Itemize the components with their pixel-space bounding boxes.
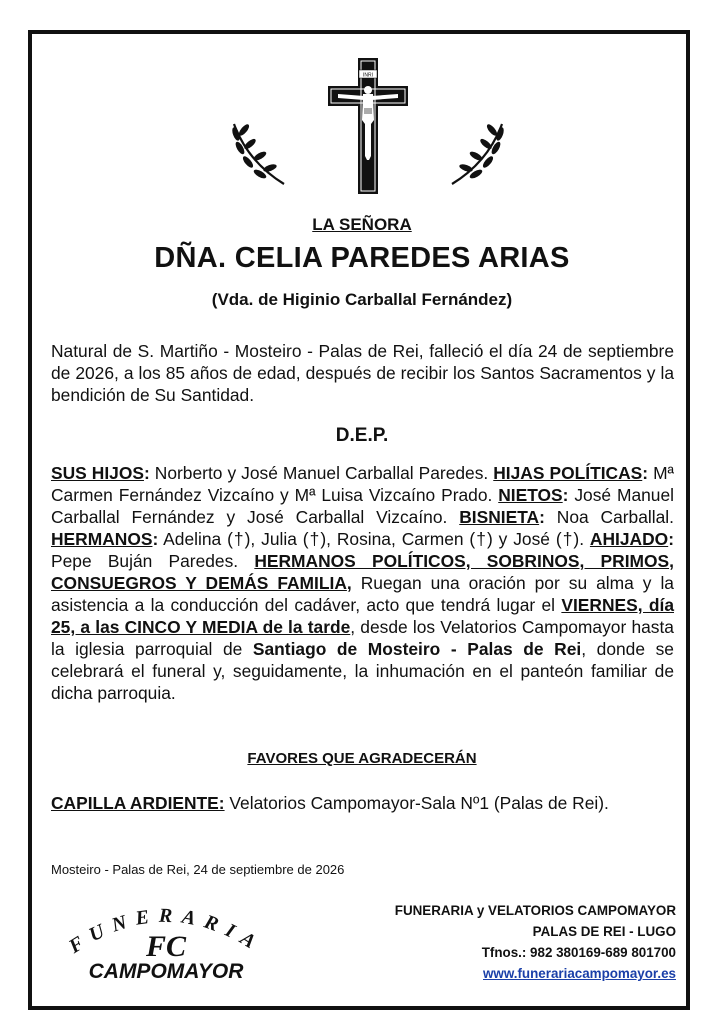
nietos-label: NIETOS [498, 485, 563, 505]
hermanos-text: Adelina (†), Julia (†), Rosina, Carmen (†) y José (†). [158, 529, 590, 549]
salutation: LA SEÑORA [312, 215, 412, 234]
funeral-home-phones: Tfnos.: 982 380169-689 801700 [481, 945, 676, 960]
hermanos-label: HERMANOS [51, 529, 153, 549]
logo-arc-text: FUNERARIA [65, 904, 267, 958]
desde-text: , desde los Velatorios Campomayor hasta la iglesia parroquial de [51, 617, 674, 659]
bisnieta-label: BISNIETA [459, 507, 540, 527]
ahijado-text: Pepe Buján Paredes. [51, 551, 255, 571]
funeraria-logo [56, 896, 276, 984]
capilla-value: Velatorios Campomayor-Sala Nº1 (Palas de Rei). [224, 793, 609, 813]
logo-brand: CAMPOMAYOR [88, 960, 244, 983]
intro-paragraph: Natural de S. Martiño - Mosteiro - Palas de Rei, falleció el día 24 de septiembre de 2026, a los 85 años de edad, después de recibir los Santos Sacramentos y la bendición de Su Santidad. [51, 341, 674, 405]
hijas-politicas-text: Mª Carmen Fernández Vizcaíno y Mª Luisa Vizcaíno Prado. [51, 463, 674, 505]
nietos-text: José Manuel Carballal Fernández y José Carballal Vizcaíno. [51, 485, 674, 527]
crucifix-icon [326, 56, 410, 196]
dep-heading: D.E.P. [335, 425, 389, 446]
place-date: Mosteiro - Palas de Rei, 24 de septiembre de 2026 [51, 862, 345, 877]
others-label: HERMANOS POLÍTICOS, SOBRINOS, PRIMOS, CONSUEGROS Y DEMÁS FAMILIA [51, 551, 674, 593]
church-name: Santiago de Mosteiro - Palas de Rei [252, 639, 582, 659]
family-paragraph: SUS HIJOS: Norberto y José Manuel Carballal Paredes. HIJAS POLÍTICAS: Mª Carmen Fernández Vizcaíno y Mª Luisa Vizcaíno Prado. NIETOS: José Manuel Carballal Fernández y José Carballal Vizcaíno. BISNIETA: Noa Carballal. HERMANOS: Adelina (†), Julia (†), Rosina, Carmen (†) y José (†). AHIJADO: Pepe Buján Paredes. HERMANOS POLÍTICOS, SOBRINOS, PRIMOS, CONSUEGROS Y DEMÁS FAMILIA, Ruegan una oración por su alma y la asistencia a la conducción del cadáver, acto que tendrá lugar el VIERNES, día 25, a las CINCO Y MEDIA de la tarde, desde los Velatorios Campomayor hasta la iglesia parroquial de Santiago de Mosteiro - Palas de Rei, donde se celebrará el funeral y, seguidamente, la inhumación en el panteón familiar de dicha parroquia. [51, 463, 674, 703]
hijas-politicas-label: HIJAS POLÍTICAS [493, 463, 643, 483]
cross-plaque: INRI [363, 72, 373, 79]
deceased-name: DÑA. CELIA PAREDES ARIAS [154, 242, 570, 274]
laurel-left-icon [228, 118, 288, 190]
ruegan-text: Ruegan una oración por su alma y la asistencia a la conducción del cadáver, acto que tendrá lugar el [51, 573, 674, 615]
funeral-home-location: PALAS DE REI - LUGO [532, 924, 676, 939]
others-comma: , [346, 573, 352, 593]
capilla-ardiente [51, 793, 609, 814]
funeral-home-website-link[interactable]: www.funerariacampomayor.es [483, 966, 676, 981]
ceremony-time: VIERNES, día 25, a las CINCO Y MEDIA de la tarde [51, 595, 674, 637]
favores-line: FAVORES QUE AGRADECERÁN [247, 750, 477, 767]
logo-monogram: FC [145, 930, 187, 963]
hijos-label: SUS HIJOS [51, 463, 144, 483]
bisnieta-text: Noa Carballal. [544, 507, 674, 527]
capilla-label: CAPILLA ARDIENTE: [51, 793, 225, 813]
funeral-home-info [395, 900, 676, 984]
ahijado-label: AHIJADO [589, 529, 669, 549]
laurel-right-icon [448, 118, 508, 190]
closing-text: , donde se celebrará el funeral y, seguidamente, la inhumación en el panteón familiar de dicha parroquia. [51, 639, 674, 703]
funeral-home-name: FUNERARIA y VELATORIOS CAMPOMAYOR [394, 903, 676, 918]
widow-of: (Vda. de Higinio Carballal Fernández) [211, 290, 513, 309]
hijos-text: Norberto y José Manuel Carballal Paredes. [149, 463, 494, 483]
